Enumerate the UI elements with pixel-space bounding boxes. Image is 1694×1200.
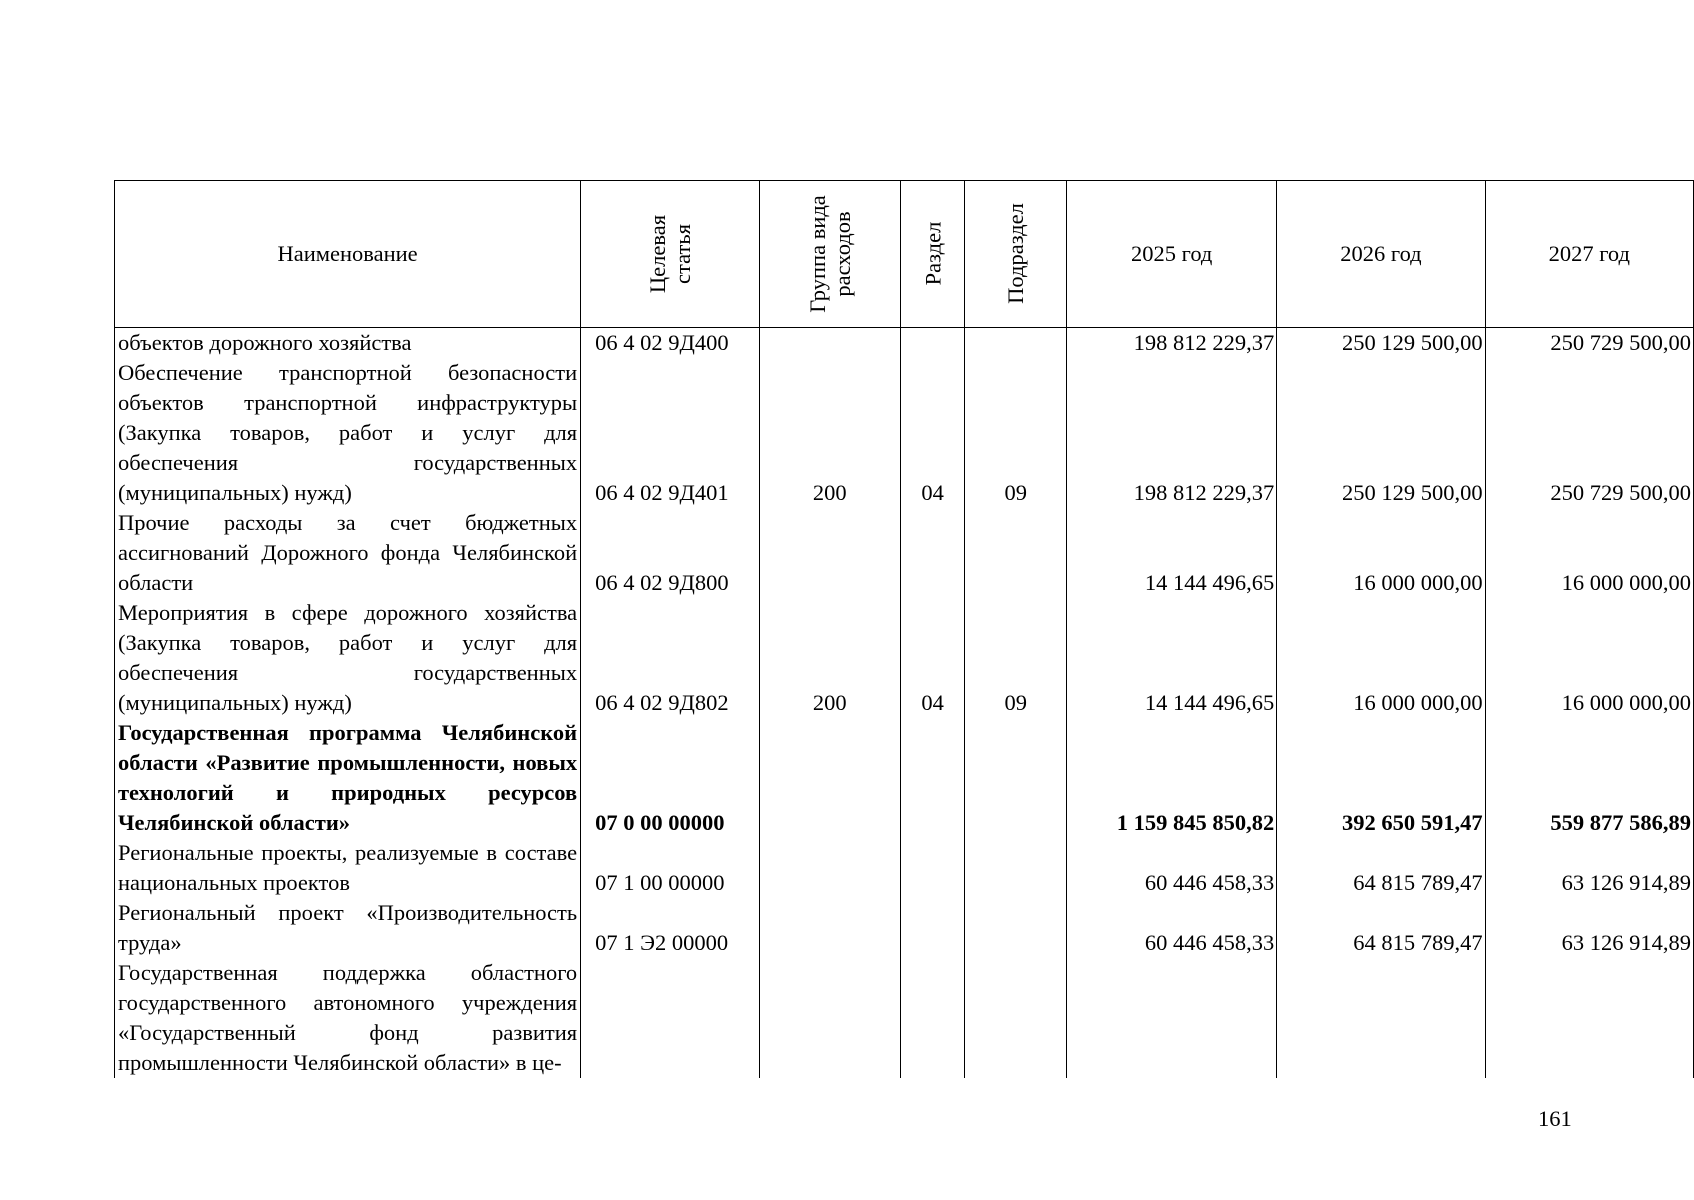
row-section: 04 [900,358,965,508]
header-section [900,181,965,328]
row-amount-2027: 63 126 914,89 [1485,898,1693,958]
row-name: Мероприятия в сфере дорожного хозяйства (Закупка товаров, работ и услуг для обеспечения государственных (муниципальных) нужд) [115,598,581,718]
row-target-code: 07 1 00 00000 [581,838,760,898]
header-2025: 2025 год [1067,181,1277,328]
row-expense-group [759,898,900,958]
header-group [759,181,900,328]
row-target-code: 06 4 02 9Д400 [581,328,760,359]
row-name: Обеспечение транспортной безопасности объектов транспортной инфраструктуры (Закупка товаров, работ и услуг для обеспечения государственных (муниципальных) нужд) [115,358,581,508]
table-row [115,598,1694,718]
row-section [900,838,965,898]
row-expense-group [759,508,900,598]
row-amount-2027: 16 000 000,00 [1485,508,1693,598]
row-expense-group [759,838,900,898]
row-amount-2026: 64 815 789,47 [1277,838,1485,898]
row-amount-2026: 250 129 500,00 [1277,328,1485,359]
row-amount-2026: 16 000 000,00 [1277,598,1485,718]
table-body [115,328,1694,1079]
page-number: 161 [1538,1106,1572,1131]
row-amount-2027: 16 000 000,00 [1485,598,1693,718]
row-section [900,328,965,359]
table-row [115,718,1694,838]
row-subsection: 09 [965,598,1067,718]
table-row [115,328,1694,359]
row-subsection [965,718,1067,838]
row-amount-2027: 250 729 500,00 [1485,358,1693,508]
header-subsection [965,181,1067,328]
table-row [115,898,1694,958]
row-name: Государственная программа Челябинской области «Развитие промышленности, новых технологий и природных ресурсов Челябинской области» [115,718,581,838]
row-amount-2025: 14 144 496,65 [1067,508,1277,598]
row-subsection [965,958,1067,1078]
row-subsection [965,838,1067,898]
header-name: Наименование [115,181,581,328]
row-name: Государственная поддержка областного государственного автономного учреждения «Государственный фонд развития промышленности Челябинской области» в це- [115,958,581,1078]
header-target [581,181,760,328]
row-target-code: 06 4 02 9Д800 [581,508,760,598]
row-target-code: 07 0 00 00000 [581,718,760,838]
header-target-label: Целевая статья [644,214,695,293]
table-row [115,358,1694,508]
row-subsection [965,898,1067,958]
row-amount-2025: 14 144 496,65 [1067,598,1277,718]
row-section [900,508,965,598]
row-target-code: 06 4 02 9Д401 [581,358,760,508]
row-amount-2027: 250 729 500,00 [1485,328,1693,359]
header-2027: 2027 год [1485,181,1693,328]
row-subsection [965,508,1067,598]
row-expense-group [759,328,900,359]
row-name: Региональный проект «Производительность труда» [115,898,581,958]
row-target-code: 07 1 Э2 00000 [581,898,760,958]
row-expense-group: 200 [759,358,900,508]
table-header-row [115,181,1694,328]
row-name: Региональные проекты, реализуемые в составе национальных проектов [115,838,581,898]
row-expense-group: 200 [759,598,900,718]
row-amount-2027: 559 877 586,89 [1485,718,1693,838]
row-section [900,958,965,1078]
row-amount-2025: 1 159 845 850,82 [1067,718,1277,838]
row-amount-2025: 60 446 458,33 [1067,838,1277,898]
table-row [115,958,1694,1078]
row-section: 04 [900,598,965,718]
row-name: объектов дорожного хозяйства [115,328,581,359]
header-section-label: Раздел [920,221,946,286]
row-amount-2026 [1277,958,1485,1078]
row-name: Прочие расходы за счет бюджетных ассигнований Дорожного фонда Челябинской области [115,508,581,598]
row-amount-2027: 63 126 914,89 [1485,838,1693,898]
row-amount-2027 [1485,958,1693,1078]
row-expense-group [759,958,900,1078]
row-amount-2025: 60 446 458,33 [1067,898,1277,958]
row-subsection: 09 [965,358,1067,508]
row-amount-2026: 392 650 591,47 [1277,718,1485,838]
row-section [900,898,965,958]
row-expense-group [759,718,900,838]
row-subsection [965,328,1067,359]
budget-table [114,180,1694,1078]
row-amount-2026: 250 129 500,00 [1277,358,1485,508]
row-amount-2026: 64 815 789,47 [1277,898,1485,958]
row-amount-2026: 16 000 000,00 [1277,508,1485,598]
table-row [115,838,1694,898]
row-amount-2025: 198 812 229,37 [1067,328,1277,359]
header-2026: 2026 год [1277,181,1485,328]
row-target-code: 06 4 02 9Д802 [581,598,760,718]
header-group-label: Группа вида расходов [804,194,855,313]
row-target-code [581,958,760,1078]
row-section [900,718,965,838]
header-subsection-label: Подраздел [1003,203,1029,304]
table-row [115,508,1694,598]
row-amount-2025: 198 812 229,37 [1067,358,1277,508]
row-amount-2025 [1067,958,1277,1078]
